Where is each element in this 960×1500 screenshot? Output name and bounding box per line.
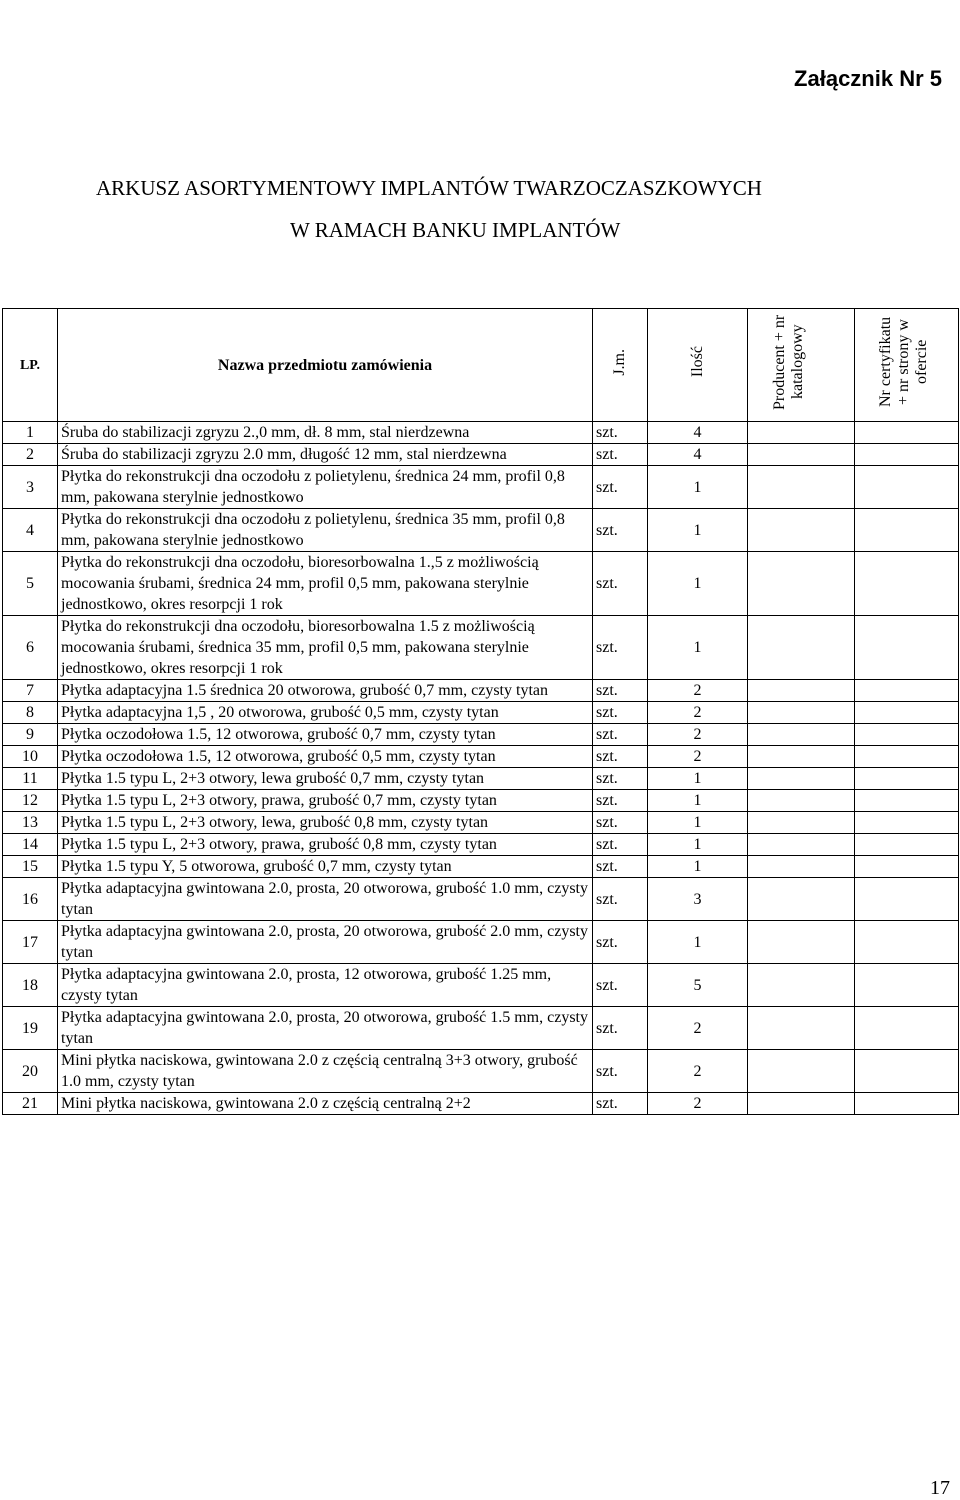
row-producer — [748, 702, 855, 724]
row-name: Płytka do rekonstrukcji dna oczodołu z polietylenu, średnica 24 mm, profil 0,8 mm, pakowana sterylnie jednostkowo — [58, 466, 593, 509]
row-jm: szt. — [593, 1093, 648, 1115]
row-producer — [748, 1093, 855, 1115]
row-qty: 5 — [648, 964, 748, 1007]
row-cert — [855, 921, 959, 964]
row-name: Płytka 1.5 typu Y, 5 otworowa, grubość 0,7 mm, czysty tytan — [58, 856, 593, 878]
row-cert — [855, 552, 959, 616]
row-jm: szt. — [593, 834, 648, 856]
row-qty: 2 — [648, 680, 748, 702]
table-row — [3, 702, 959, 724]
row-lp: 4 — [3, 509, 58, 552]
row-jm: szt. — [593, 509, 648, 552]
table-row — [3, 790, 959, 812]
row-name: Płytka adaptacyjna gwintowana 2.0, prosta, 20 otworowa, grubość 2.0 mm, czysty tytan — [58, 921, 593, 964]
row-producer — [748, 746, 855, 768]
row-jm: szt. — [593, 812, 648, 834]
header-qty: Ilość — [648, 309, 748, 422]
table-row — [3, 1050, 959, 1093]
row-name: Płytka adaptacyjna gwintowana 2.0, prosta, 20 otworowa, grubość 1.0 mm, czysty tytan — [58, 878, 593, 921]
row-lp: 8 — [3, 702, 58, 724]
row-lp: 1 — [3, 422, 58, 444]
row-jm: szt. — [593, 1007, 648, 1050]
row-lp: 6 — [3, 616, 58, 680]
table-row — [3, 724, 959, 746]
row-qty: 1 — [648, 509, 748, 552]
row-lp: 17 — [3, 921, 58, 964]
row-name: Płytka do rekonstrukcji dna oczodołu, bioresorbowalna 1.,5 z możliwością mocowania śrubami, średnica 24 mm, profil 0,5 mm, pakowana sterylnie jednostkowo, okres resorpcji 1 rok — [58, 552, 593, 616]
row-qty: 1 — [648, 466, 748, 509]
row-lp: 15 — [3, 856, 58, 878]
row-qty: 1 — [648, 552, 748, 616]
row-cert — [855, 856, 959, 878]
row-producer — [748, 834, 855, 856]
row-lp: 9 — [3, 724, 58, 746]
row-qty: 1 — [648, 768, 748, 790]
row-jm: szt. — [593, 616, 648, 680]
row-jm: szt. — [593, 702, 648, 724]
row-cert — [855, 509, 959, 552]
row-lp: 10 — [3, 746, 58, 768]
row-qty: 4 — [648, 422, 748, 444]
row-jm: szt. — [593, 964, 648, 1007]
table-row — [3, 812, 959, 834]
top-banner — [0, 0, 960, 30]
table-row — [3, 746, 959, 768]
row-jm: szt. — [593, 746, 648, 768]
row-jm: szt. — [593, 878, 648, 921]
row-qty: 2 — [648, 702, 748, 724]
row-qty: 2 — [648, 1007, 748, 1050]
document-title: ARKUSZ ASORTYMENTOWY IMPLANTÓW TWARZOCZASZKOWYCH — [96, 176, 762, 200]
table-row — [3, 444, 959, 466]
row-producer — [748, 964, 855, 1007]
row-cert — [855, 746, 959, 768]
row-producer — [748, 856, 855, 878]
table-row — [3, 509, 959, 552]
row-jm: szt. — [593, 768, 648, 790]
row-cert — [855, 812, 959, 834]
row-producer — [748, 509, 855, 552]
row-qty: 1 — [648, 790, 748, 812]
row-producer — [748, 768, 855, 790]
row-name: Płytka 1.5 typu L, 2+3 otwory, prawa, grubość 0,8 mm, czysty tytan — [58, 834, 593, 856]
row-cert — [855, 466, 959, 509]
row-name: Śruba do stabilizacji zgryzu 2.0 mm, długość 12 mm, stal nierdzewna — [58, 444, 593, 466]
row-producer — [748, 790, 855, 812]
row-jm: szt. — [593, 724, 648, 746]
row-jm: szt. — [593, 422, 648, 444]
row-jm: szt. — [593, 1050, 648, 1093]
case-number: Sprawa Nr 29/2011 — [4, 3, 167, 24]
row-name: Płytka oczodołowa 1.5, 12 otworowa, grubość 0,7 mm, czysty tytan — [58, 724, 593, 746]
row-cert — [855, 422, 959, 444]
row-name: Mini płytka naciskowa, gwintowana 2.0 z częścią centralną 3+3 otwory, grubość 1.0 mm, czysty tytan — [58, 1050, 593, 1093]
row-qty: 2 — [648, 724, 748, 746]
row-lp: 2 — [3, 444, 58, 466]
row-jm: szt. — [593, 552, 648, 616]
row-lp: 5 — [3, 552, 58, 616]
row-producer — [748, 724, 855, 746]
row-cert — [855, 1093, 959, 1115]
row-cert — [855, 834, 959, 856]
row-qty: 3 — [648, 878, 748, 921]
header-producer: Producent + nr katalogowy — [748, 309, 855, 422]
row-name: Płytka do rekonstrukcji dna oczodołu, bioresorbowalna 1.5 z możliwością mocowania śrubami, średnica 35 mm, profil 0,5 mm, pakowana sterylnie jednostkowo, okres resorpcji 1 rok — [58, 616, 593, 680]
table-row — [3, 422, 959, 444]
row-producer — [748, 680, 855, 702]
row-qty: 1 — [648, 812, 748, 834]
row-jm: szt. — [593, 921, 648, 964]
row-lp: 19 — [3, 1007, 58, 1050]
table-row — [3, 616, 959, 680]
row-jm: szt. — [593, 680, 648, 702]
assortment-table — [2, 308, 959, 1115]
row-lp: 14 — [3, 834, 58, 856]
header-name: Nazwa przedmiotu zamówienia — [58, 309, 593, 422]
row-cert — [855, 1007, 959, 1050]
table-row — [3, 834, 959, 856]
header-jm: J.m. — [593, 309, 648, 422]
row-qty: 2 — [648, 1093, 748, 1115]
attachment-label: Załącznik Nr 5 — [794, 66, 942, 91]
row-cert — [855, 702, 959, 724]
row-lp: 18 — [3, 964, 58, 1007]
table-row — [3, 768, 959, 790]
row-name: Mini płytka naciskowa, gwintowana 2.0 z częścią centralną 2+2 — [58, 1093, 593, 1115]
row-cert — [855, 964, 959, 1007]
row-lp: 13 — [3, 812, 58, 834]
row-name: Płytka adaptacyjna 1.5 średnica 20 otworowa, grubość 0,7 mm, czysty tytan — [58, 680, 593, 702]
page-number: 17 — [930, 1477, 950, 1499]
table-row — [3, 964, 959, 1007]
row-lp: 21 — [3, 1093, 58, 1115]
row-cert — [855, 1050, 959, 1093]
table-row — [3, 878, 959, 921]
row-lp: 7 — [3, 680, 58, 702]
row-name: Płytka adaptacyjna gwintowana 2.0, prosta, 12 otworowa, grubość 1.25 mm, czysty tytan — [58, 964, 593, 1007]
row-jm: szt. — [593, 466, 648, 509]
row-cert — [855, 616, 959, 680]
row-qty: 2 — [648, 746, 748, 768]
row-producer — [748, 422, 855, 444]
row-producer — [748, 878, 855, 921]
row-name: Płytka oczodołowa 1.5, 12 otworowa, grubość 0,5 mm, czysty tytan — [58, 746, 593, 768]
row-name: Płytka 1.5 typu L, 2+3 otwory, lewa grubość 0,7 mm, czysty tytan — [58, 768, 593, 790]
table-row — [3, 1007, 959, 1050]
row-producer — [748, 1007, 855, 1050]
row-producer — [748, 812, 855, 834]
table-header-row — [3, 309, 959, 422]
row-lp: 11 — [3, 768, 58, 790]
row-cert — [855, 790, 959, 812]
row-producer — [748, 616, 855, 680]
row-producer — [748, 1050, 855, 1093]
row-name: Płytka 1.5 typu L, 2+3 otwory, prawa, grubość 0,7 mm, czysty tytan — [58, 790, 593, 812]
row-cert — [855, 768, 959, 790]
row-producer — [748, 466, 855, 509]
table-row — [3, 552, 959, 616]
document-subtitle: W RAMACH BANKU IMPLANTÓW — [290, 218, 621, 242]
row-qty: 2 — [648, 1050, 748, 1093]
row-lp: 12 — [3, 790, 58, 812]
table-row — [3, 1093, 959, 1115]
row-jm: szt. — [593, 856, 648, 878]
row-name: Płytka 1.5 typu L, 2+3 otwory, lewa, grubość 0,8 mm, czysty tytan — [58, 812, 593, 834]
row-cert — [855, 680, 959, 702]
row-qty: 1 — [648, 616, 748, 680]
header-cert: Nr certyfikatu + nr strony w ofercie — [855, 309, 959, 422]
row-name: Płytka do rekonstrukcji dna oczodołu z polietylenu, średnica 35 mm, profil 0,8 mm, pakowana sterylnie jednostkowo — [58, 509, 593, 552]
table-row — [3, 680, 959, 702]
row-jm: szt. — [593, 790, 648, 812]
row-lp: 16 — [3, 878, 58, 921]
row-qty: 1 — [648, 856, 748, 878]
row-producer — [748, 552, 855, 616]
table-row — [3, 466, 959, 509]
row-name: Płytka adaptacyjna 1,5 , 20 otworowa, grubość 0,5 mm, czysty tytan — [58, 702, 593, 724]
row-producer — [748, 921, 855, 964]
row-qty: 1 — [648, 834, 748, 856]
header-lp: LP. — [3, 309, 58, 422]
row-producer — [748, 444, 855, 466]
row-name: Płytka adaptacyjna gwintowana 2.0, prosta, 20 otworowa, grubość 1.5 mm, czysty tytan — [58, 1007, 593, 1050]
row-cert — [855, 444, 959, 466]
row-lp: 20 — [3, 1050, 58, 1093]
row-name: Śruba do stabilizacji zgryzu 2.,0 mm, dł. 8 mm, stal nierdzewna — [58, 422, 593, 444]
row-jm: szt. — [593, 444, 648, 466]
row-qty: 1 — [648, 921, 748, 964]
table-row — [3, 856, 959, 878]
row-lp: 3 — [3, 466, 58, 509]
row-qty: 4 — [648, 444, 748, 466]
table-row — [3, 921, 959, 964]
row-cert — [855, 878, 959, 921]
row-cert — [855, 724, 959, 746]
